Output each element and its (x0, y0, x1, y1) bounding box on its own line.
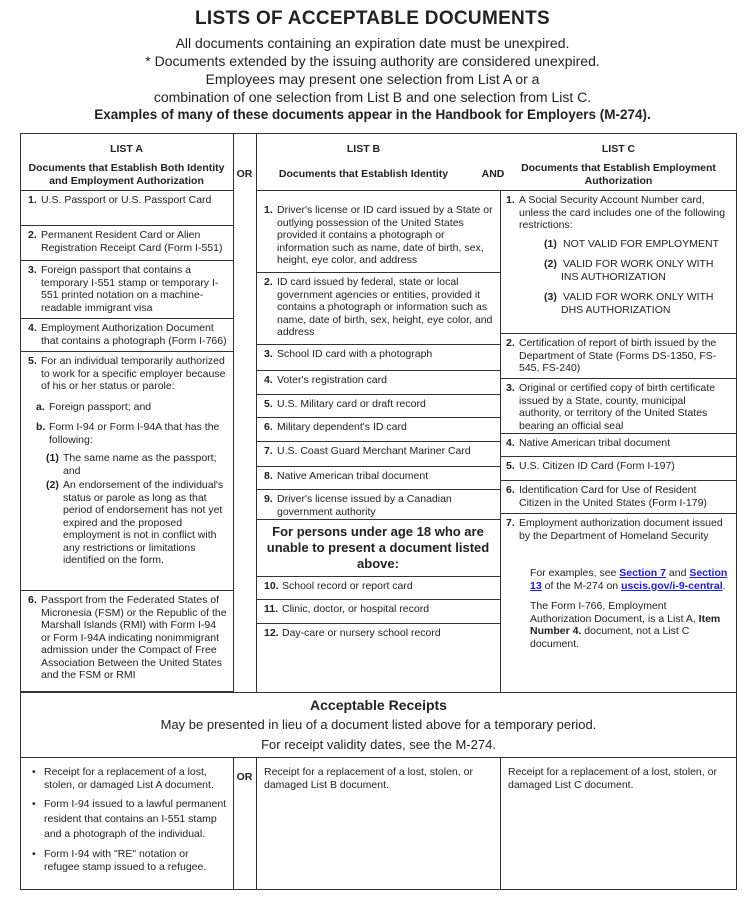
item-text: Certification of report of birth issued by the Department of State (Forms DS-1350, FS-545, FS-240) (519, 337, 717, 374)
list-a-5a (36, 401, 227, 414)
item-text: Voter's registration card (277, 374, 387, 386)
ssn-restriction (544, 291, 731, 316)
item-text: Native American tribal document (277, 470, 429, 482)
item-text: Passport from the Federated States of Micronesia (FSM) or the Republic of the Marshall Islands (RMI) with Form I-94 or Form I-94A indicating nonimmigrant admission under the Compact of Free Association Between the United States and the FSM or RMI (41, 594, 227, 681)
item-text: A Social Security Account Number card, unless the card includes one of the following restrictions: (519, 194, 726, 231)
list-a-item (20, 225, 233, 260)
list-b-item (256, 394, 500, 417)
item-number: 6. (28, 594, 37, 606)
list-c-item (500, 456, 737, 480)
intro-line: All documents containing an expiration date must be unexpired. (175, 35, 570, 51)
list-a-5b-condition (46, 452, 227, 477)
item-text: U.S. Passport or U.S. Passport Card (41, 194, 212, 206)
list-a-5b (36, 421, 227, 446)
item-number: 2. (28, 229, 37, 241)
item-number: 3. (506, 382, 515, 394)
note-bold: Item Number 4. (530, 612, 721, 637)
item-text: Form I-94 or Form I-94A that has the following: (49, 421, 220, 446)
item-number: 5. (28, 355, 37, 367)
list-a-item (20, 260, 233, 318)
item-text: Clinic, doctor, or hospital record (282, 603, 430, 615)
item-number: (1) (46, 452, 59, 464)
table-rule (256, 757, 257, 890)
item-text: Foreign passport; and (49, 400, 152, 413)
item-text: Driver's license or ID card issued by a State or outlying possession of the United States provided it contains a photograph or information such as name, date of birth, sex, height, eye color, and address (277, 204, 493, 266)
table-rule (256, 519, 500, 520)
table-rule (233, 757, 234, 890)
list-c-item (500, 333, 737, 378)
or-label: OR (236, 168, 253, 180)
list-c-item (500, 480, 737, 513)
item-number: 7. (264, 445, 273, 457)
list-b-item (256, 576, 500, 599)
list-b-item (256, 466, 500, 489)
receipts-line: May be presented in lieu of a document listed above for a temporary period. (160, 717, 597, 732)
item-text: School ID card with a photograph (277, 348, 433, 360)
table-rule (20, 133, 737, 134)
list-a-subtitle: Documents that Establish Both Identity and Employment Authorization (28, 162, 225, 187)
receipts-list-c: Receipt for a replacement of a lost, stolen, or damaged List C document. (508, 766, 717, 791)
under-18-heading: For persons under age 18 who are unable to present a document listed above: (266, 524, 490, 571)
list-b-item (256, 417, 500, 441)
item-number: 6. (506, 484, 515, 496)
receipts-or-label: OR (236, 771, 253, 783)
item-text: Native American tribal document (519, 437, 671, 449)
item-number: 2. (264, 276, 273, 288)
and-label: AND (481, 168, 505, 180)
item-text: School record or report card (282, 580, 413, 592)
ssn-restriction (544, 258, 731, 283)
list-a-item (20, 318, 233, 351)
section-13-link[interactable]: Section 13 (530, 567, 728, 592)
item-number: 9. (264, 493, 273, 505)
item-text: U.S. Citizen ID Card (Form I-197) (519, 460, 675, 472)
item-text: Day-care or nursery school record (282, 627, 441, 639)
list-b-item (256, 370, 500, 394)
item-text: Employment authorization document issued by the Department of Homeland Security (519, 517, 723, 542)
list-c-item (500, 433, 737, 456)
list-b-item (256, 200, 500, 272)
list-c-item (500, 190, 737, 333)
item-number: 2. (506, 337, 515, 349)
item-text: The same name as the passport; and (63, 452, 217, 477)
section-7-link[interactable]: Section 7 (619, 567, 666, 579)
item-text: For an individual temporarily authorized to work for a specific employer because of his or her status or parole: (41, 355, 226, 392)
item-number: (2) (46, 479, 59, 491)
receipts-list-b: Receipt for a replacement of a lost, stolen, or damaged List B document. (264, 766, 473, 791)
item-number: 11. (264, 603, 279, 615)
item-number: 10. (264, 580, 279, 592)
table-rule (20, 757, 737, 758)
list-b-subtitle: Documents that Establish Identity (278, 168, 449, 180)
table-rule (500, 757, 501, 890)
list-b-item (256, 272, 500, 344)
item-text: NOT VALID FOR EMPLOYMENT (563, 237, 719, 250)
intro-line: combination of one selection from List B and one selection from List C. (153, 89, 592, 105)
receipts-list-a (20, 762, 233, 879)
receipt-item: • Form I-94 issued to a lawful permanent resident that contains an I-551 stamp and a photograph of the individual. (24, 797, 227, 842)
receipts-line: For receipt validity dates, see the M-274. (261, 737, 496, 752)
item-text: Identification Card for Use of Resident Citizen in the United States (Form I-179) (519, 484, 707, 509)
list-b-title: LIST B (346, 143, 381, 155)
list-b-item (256, 489, 500, 519)
page-title: LISTS OF ACCEPTABLE DOCUMENTS (195, 8, 550, 29)
uscis-link[interactable]: uscis.gov/i-9-central (621, 579, 723, 592)
item-text: Military dependent's ID card (277, 421, 407, 433)
list-b-item (256, 623, 500, 692)
list-b-item (256, 344, 500, 370)
receipt-item: • Form I-94 with "RE" notation or refugee stamp issued to a refugee. (24, 848, 227, 873)
item-number: 1. (264, 204, 273, 216)
item-text: VALID FOR WORK ONLY WITH DHS AUTHORIZATION (561, 291, 714, 316)
item-number: 4. (506, 437, 515, 449)
list-a-5b-condition (46, 479, 227, 567)
item-text: Permanent Resident Card or Alien Registration Receipt Card (Form I-551) (41, 229, 223, 254)
list-c-item (500, 378, 737, 433)
item-text: U.S. Coast Guard Merchant Mariner Card (277, 445, 471, 457)
list-a-item (20, 351, 233, 590)
list-a-item (20, 190, 233, 225)
list-c-title: LIST C (601, 143, 636, 155)
table-rule (233, 133, 234, 692)
item-text: Foreign passport that contains a temporary I-551 stamp or temporary I-551 printed notation on a machine-readable immigrant visa (41, 264, 219, 314)
receipt-item: • Receipt for a replacement of a lost, stolen, or damaged List A document. (24, 766, 227, 791)
item-number: b. (36, 421, 46, 433)
list-c-item (500, 513, 737, 692)
item-number: 1. (506, 194, 515, 206)
ssn-restriction (544, 238, 731, 251)
item-number: 3. (264, 348, 273, 360)
list-b-item (256, 441, 500, 466)
note-text: . (722, 579, 726, 592)
item-number: 12. (264, 627, 279, 639)
item-text: VALID FOR WORK ONLY WITH INS AUTHORIZATION (561, 258, 714, 283)
item-number: (2) (544, 258, 557, 270)
intro-line: Employees may present one selection from List A or a (205, 71, 540, 87)
item-text: Driver's license issued by a Canadian government authority (277, 493, 452, 518)
item-number: (3) (544, 291, 557, 303)
table-rule (20, 691, 233, 692)
item-text: U.S. Military card or draft record (277, 398, 426, 410)
item-number: 3. (28, 264, 37, 276)
item-number: 8. (264, 470, 273, 482)
table-rule (256, 692, 500, 693)
note-text: and (665, 567, 690, 579)
item-text: ID card issued by federal, state or local government agencies or entities, provided it contains a photograph or information such as name, date of birth, sex, height, eye color, and address (277, 276, 493, 338)
note-text: document, not a List C document. (530, 625, 690, 650)
item-number: 4. (264, 374, 273, 386)
table-rule (500, 692, 737, 693)
note-text: The Form I-766, Employment Authorization Document, is a List A, (530, 600, 699, 625)
list-a-title: LIST A (110, 143, 143, 155)
item-number: 7. (506, 517, 515, 529)
item-number: (1) (544, 237, 557, 250)
note-text: For examples, see (530, 567, 620, 579)
note-text: of the M-274 on (541, 579, 622, 592)
item-text: An endorsement of the individual's status or parole as long as that period of endorsement has not yet expired and the proposed employment is not in conflict with any restrictions or limitations identified on the form. (63, 479, 224, 566)
handbook-note: Examples of many of these documents appear in the Handbook for Employers (M-274). (94, 107, 651, 122)
receipts-title: Acceptable Receipts (310, 697, 447, 713)
item-number: 6. (264, 421, 273, 433)
item-text: Employment Authorization Document that contains a photograph (Form I-766) (41, 322, 227, 347)
list-c-subtitle: Documents that Establish Employment Authorization (521, 162, 716, 187)
table-rule (20, 889, 737, 890)
item-number: 1. (28, 194, 37, 206)
intro-line: * Documents extended by the issuing authority are considered unexpired. (145, 53, 600, 69)
item-number: 4. (28, 322, 37, 334)
list-a-item (20, 590, 233, 691)
list-b-item (256, 599, 500, 623)
item-number: 5. (506, 460, 515, 472)
item-text: Original or certified copy of birth certificate issued by a State, county, municipal authority, or territory of the United States bearing an official seal (519, 382, 716, 432)
item-number: a. (36, 400, 45, 413)
item-number: 5. (264, 398, 273, 410)
